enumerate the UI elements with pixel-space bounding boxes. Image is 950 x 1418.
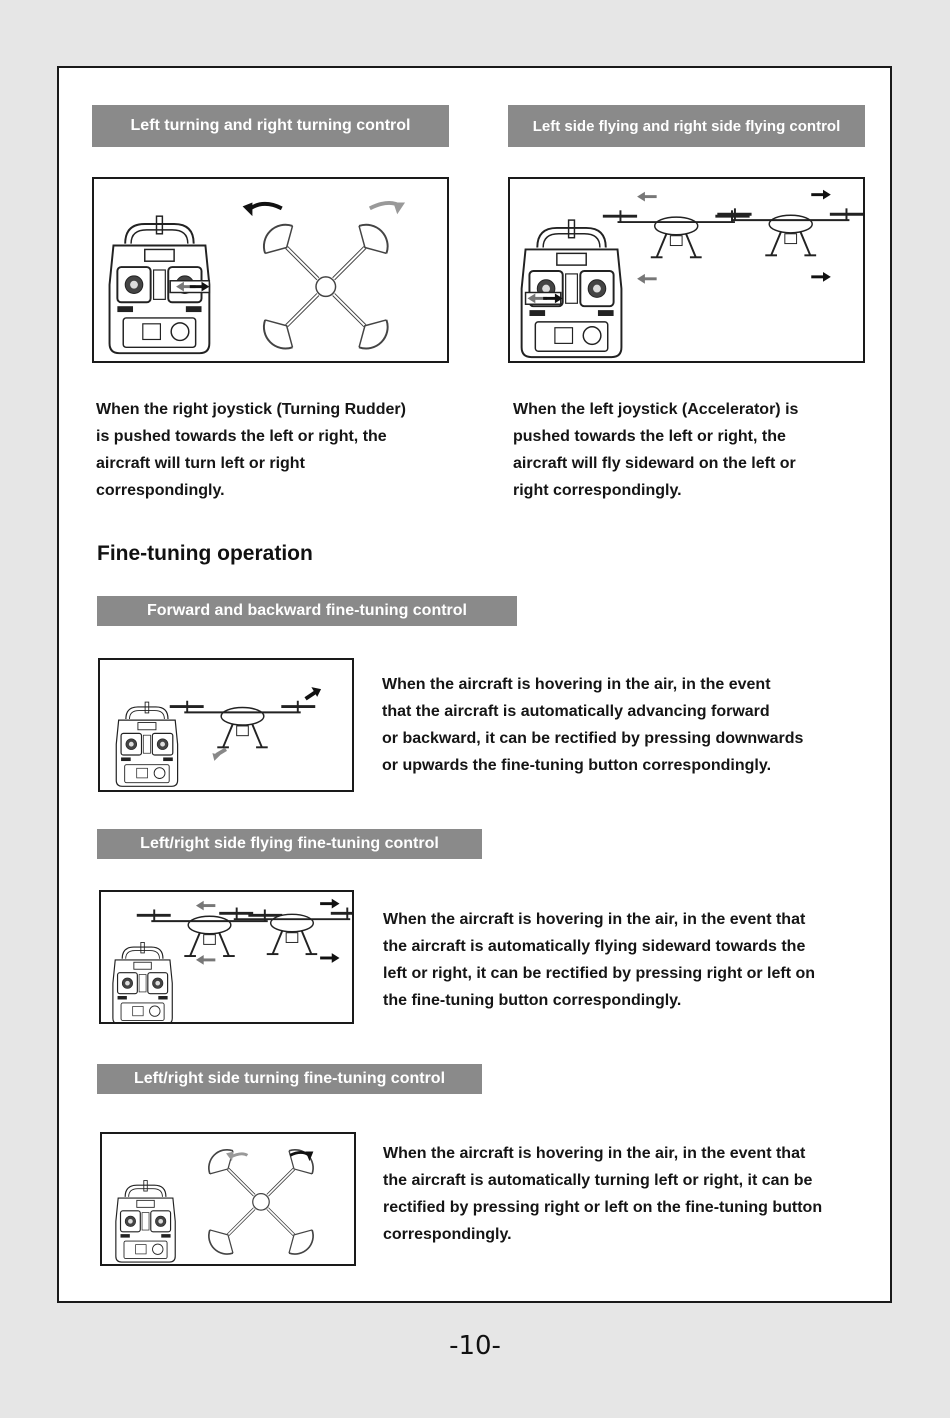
text-line: left or right, it can be rectified by pressing right or left on (383, 965, 816, 982)
turning-fine-tuning-title: Left/right side turning fine-tuning control (133, 1070, 446, 1087)
turning-fine-tuning-figure (100, 1132, 356, 1266)
forward-backward-figure (98, 658, 354, 792)
side-flying-figure (508, 177, 865, 363)
text-line: When the aircraft is hovering in the air, in the event that (383, 1145, 806, 1162)
side-flying-banner (508, 105, 865, 147)
page-number: -10- (449, 1331, 501, 1361)
manual-page (57, 66, 892, 1303)
left-turning-figure (92, 177, 449, 363)
text-line: pushed towards the left or right, the (513, 428, 786, 445)
forward-backward-text (382, 671, 803, 779)
text-line: aircraft will fly sideward on the left or (513, 455, 796, 472)
text-line: rectified by pressing right or left on the fine-tuning button (383, 1199, 823, 1216)
text-line: aircraft will turn left or right (96, 455, 305, 472)
left-turning-banner (92, 105, 449, 147)
text-line: or backward, it can be rectified by pressing downwards (382, 730, 804, 747)
side-flying-text (513, 396, 798, 504)
text-line: When the aircraft is hovering in the air, in the event that (383, 911, 806, 928)
forward-backward-banner (97, 596, 517, 626)
text-line: When the right joystick (Turning Rudder) (96, 401, 406, 418)
text-line: is pushed towards the left or right, the (96, 428, 387, 445)
text-line: that the aircraft is automatically advancing forward (382, 703, 770, 720)
side-fine-tuning-figure (99, 890, 354, 1024)
text-line: or upwards the fine-tuning button correspondingly. (382, 757, 772, 774)
text-line: When the aircraft is hovering in the air, in the event (382, 676, 771, 693)
side-fine-tuning-text (383, 906, 815, 1014)
text-line: right correspondingly. (513, 482, 682, 499)
text-line: the fine-tuning button correspondingly. (383, 992, 682, 1009)
side-flying-title: Left side flying and right side flying control (532, 117, 841, 135)
text-line: When the left joystick (Accelerator) is (513, 401, 799, 418)
text-line: the aircraft is automatically flying sideward towards the (383, 938, 806, 955)
left-turning-text (96, 396, 406, 504)
turning-fine-tuning-text (383, 1140, 822, 1248)
side-fine-tuning-title: Left/right side flying fine-tuning control (140, 835, 439, 852)
text-line: correspondingly. (383, 1226, 512, 1243)
forward-backward-title: Forward and backward fine-tuning control (146, 602, 467, 619)
turning-fine-tuning-banner (97, 1064, 482, 1094)
side-fine-tuning-banner (97, 829, 482, 859)
text-line: correspondingly. (96, 482, 225, 499)
left-turning-title: Left turning and right turning control (130, 117, 411, 134)
text-line: the aircraft is automatically turning left or right, it can be (383, 1172, 813, 1189)
fine-tuning-heading: Fine-tuning operation (97, 542, 313, 565)
